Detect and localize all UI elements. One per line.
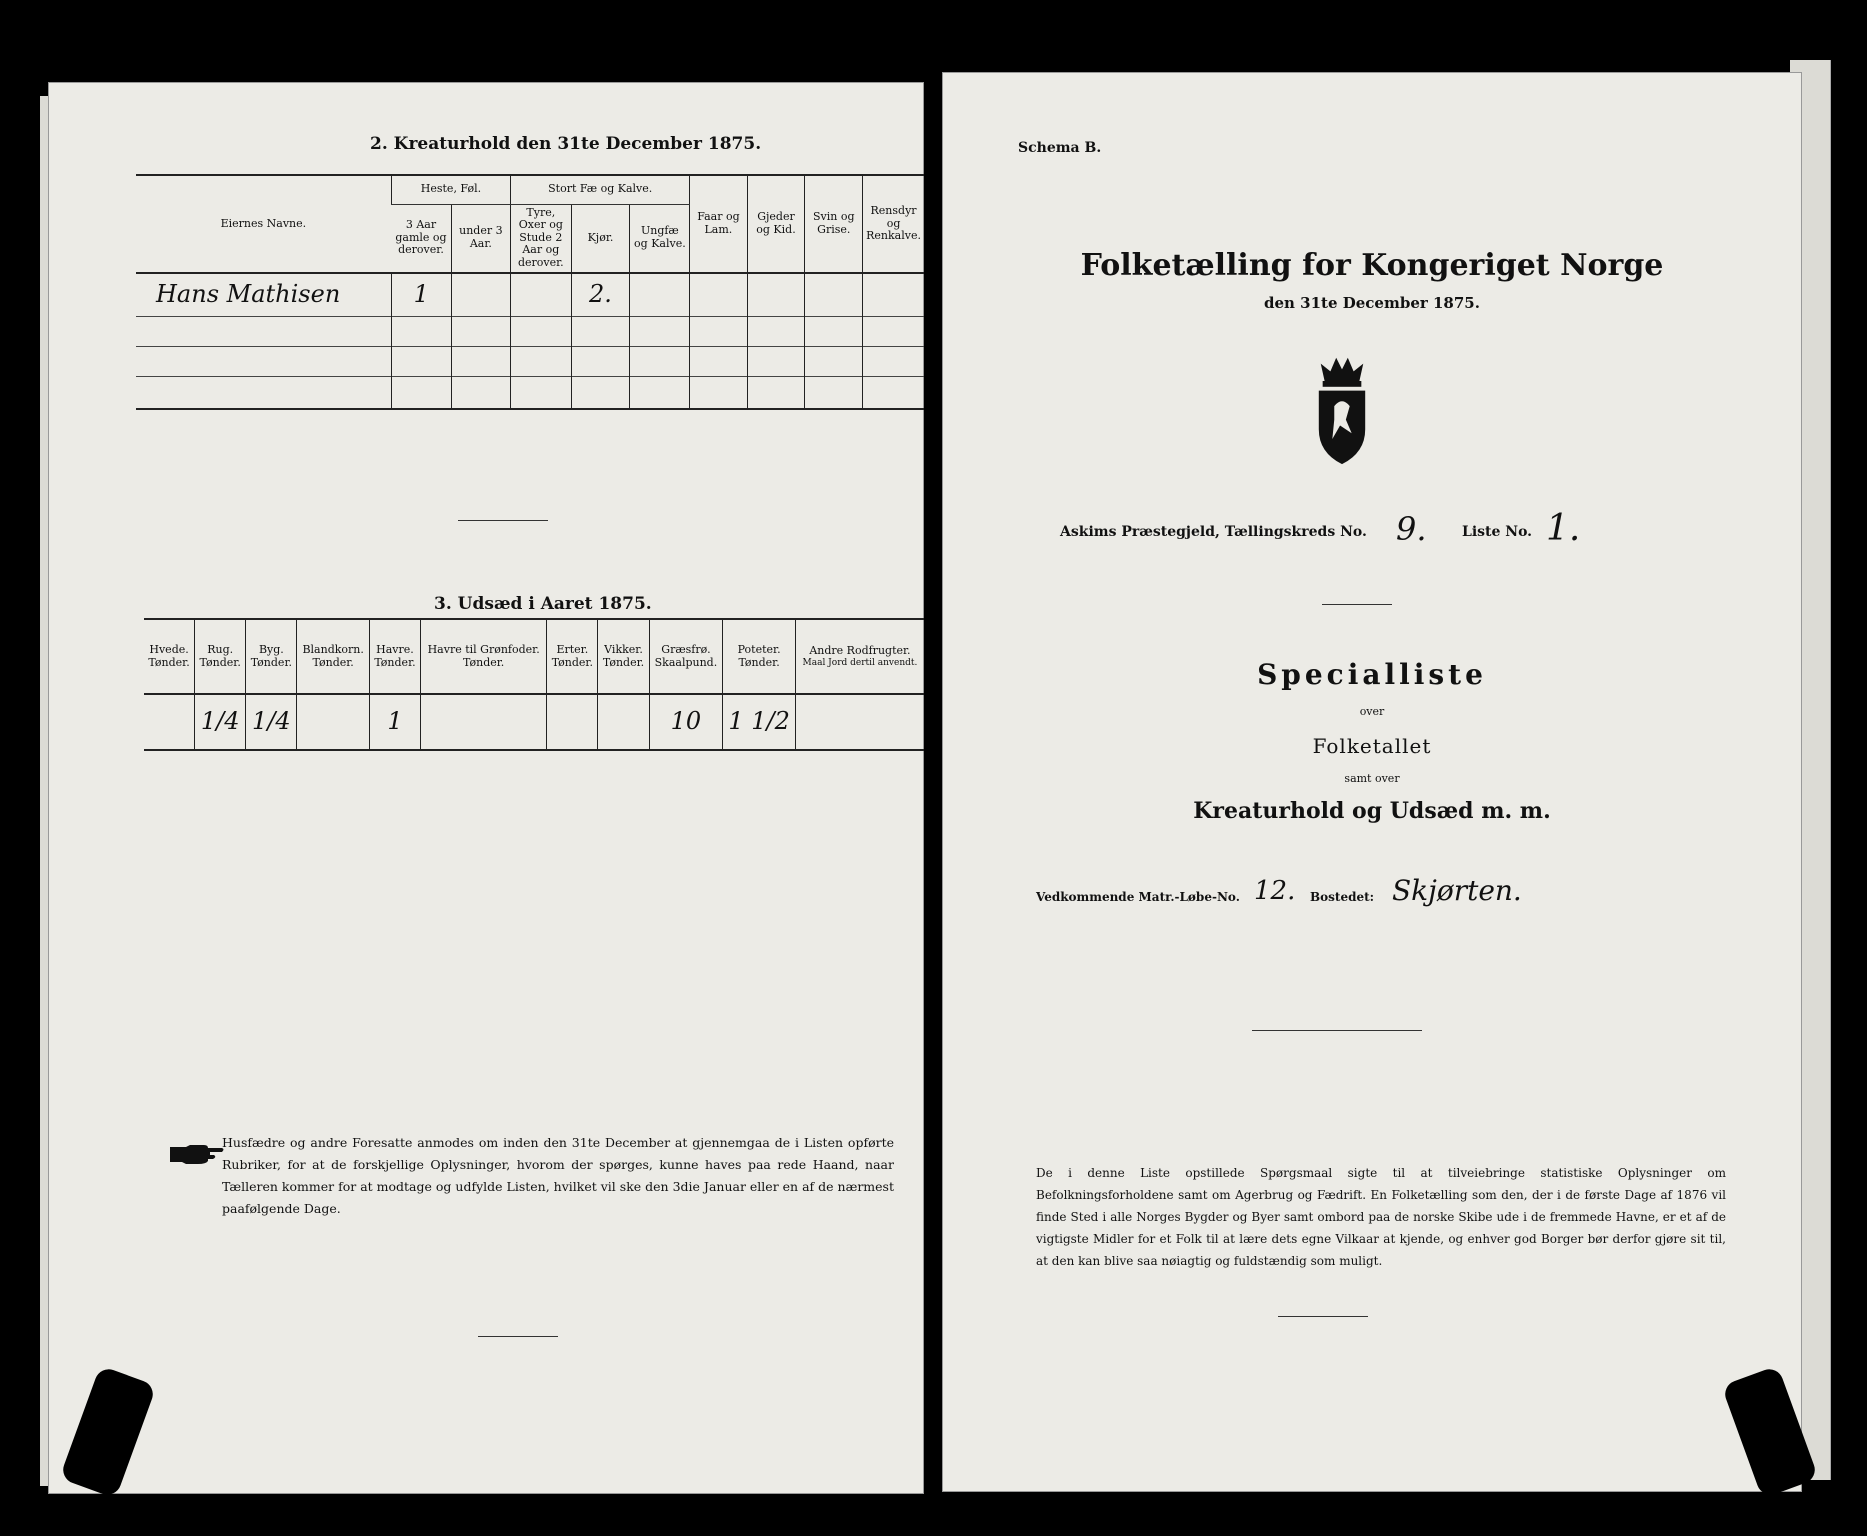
owner-name: Hans Mathisen xyxy=(156,280,341,309)
samt-over-text: samt over xyxy=(1344,772,1400,785)
horses-old-header: 3 Aar gamle og derover. xyxy=(395,218,447,257)
seed-value-erter xyxy=(547,694,598,750)
cell-cattle-young xyxy=(630,273,690,317)
section3-title: 3. Udsæd i Aaret 1875. xyxy=(434,594,652,614)
seed-value-hvede xyxy=(144,694,195,750)
seed-value-poteter: 1 1/2 xyxy=(723,694,796,750)
bosted-value: Skjørten. xyxy=(1392,874,1522,907)
kreaturhold-title: Kreaturhold og Udsæd m. m. xyxy=(1193,798,1551,824)
divider xyxy=(478,1336,558,1337)
seed-table xyxy=(144,620,924,751)
horses-header: Heste, Føl. xyxy=(391,176,510,204)
horses-young-header: under 3 Aar. xyxy=(451,204,510,273)
special-title: Specialliste xyxy=(1257,658,1487,691)
seed-value-andre xyxy=(795,694,924,750)
pigs-header: Svin og Grise. xyxy=(805,176,863,273)
divider xyxy=(1252,1030,1422,1031)
seed-value-graesfro: 10 xyxy=(649,694,723,750)
norwegian-coat-of-arms-icon xyxy=(1313,352,1371,468)
cattle-young-header: Ungfæ og Kalve. xyxy=(630,204,690,273)
seed-header-havre-gronfoder: Havre til Grønfoder. Tønder. xyxy=(421,620,547,694)
seed-header-andre: Andre Rodfrugter. Maal Jord dertil anvendt. xyxy=(795,620,924,694)
seed-header-rug: Rug. Tønder. xyxy=(195,620,246,694)
main-title: Folketælling for Kongeriget Norge xyxy=(1080,248,1664,283)
seed-value-vikker xyxy=(598,694,649,750)
divider xyxy=(458,520,548,521)
schema-label: Schema B. xyxy=(1018,140,1102,156)
table-row xyxy=(136,377,924,409)
cell-reindeer xyxy=(863,273,924,317)
seed-value-blandkorn xyxy=(297,694,369,750)
cattle-header: Stort Fæ og Kalve. xyxy=(511,176,690,204)
matr-number: 12. xyxy=(1254,876,1296,906)
goats-header: Gjeder og Kid. xyxy=(747,176,805,273)
cell-cattle-bulls xyxy=(511,273,571,317)
divider xyxy=(1278,1316,1368,1317)
cell-pigs xyxy=(805,273,863,317)
seed-header-hvede: Hvede. Tønder. xyxy=(148,642,190,669)
instruction-note: Husfædre og andre Foresatte anmodes om inden den 31te December at gjennemgaa de i Listen opførte Rubriker, for at de forskjellige Oplysninger, hvorom der spørges, kunne haves paa rede Haand, naar Tælleren kommer for at modtage og udfylde Listen, hvilket vil ske den 3die Januar eller en af de nærmest paafølgende Dage. xyxy=(222,1135,894,1216)
district-number: 9. xyxy=(1396,510,1427,548)
over-text: over xyxy=(1359,705,1385,718)
cell-sheep xyxy=(690,273,747,317)
table-row xyxy=(144,694,924,750)
list-number: 1. xyxy=(1546,508,1581,549)
seed-header-byg: Byg. Tønder. xyxy=(246,620,297,694)
reindeer-header: Rensdyr og Renkalve. xyxy=(863,176,924,273)
folketallet-text: Folketallet xyxy=(1312,734,1432,758)
seed-header-graesfro: Græsfrø. Skaalpund. xyxy=(649,620,723,694)
seed-header-erter: Erter. Tønder. xyxy=(547,620,598,694)
cell-cattle-cows: 2. xyxy=(571,273,630,317)
seed-header-row xyxy=(144,620,924,694)
livestock-table xyxy=(136,176,924,410)
owner-header: Eiernes Navne. xyxy=(220,216,307,230)
cell-horses-old: 1 xyxy=(391,273,451,317)
left-page xyxy=(48,82,924,1494)
seed-value-rug: 1/4 xyxy=(195,694,246,750)
bosted-label: Bostedet: xyxy=(1310,890,1375,904)
seed-header-vikker: Vikker. Tønder. xyxy=(598,620,649,694)
divider xyxy=(1322,604,1392,605)
seed-value-havre: 1 xyxy=(369,694,420,750)
table-row xyxy=(136,347,924,377)
cattle-cows-header: Kjør. xyxy=(571,204,630,273)
matr-label: Vedkommende Matr.-Løbe-No. xyxy=(1036,890,1240,904)
seed-header-havre: Havre. Tønder. xyxy=(369,620,420,694)
seed-value-havre-gronfoder xyxy=(421,694,547,750)
section2-title: 2. Kreaturhold den 31te December 1875. xyxy=(370,134,762,154)
table-row xyxy=(136,317,924,347)
cell-goats xyxy=(747,273,805,317)
seed-value-byg: 1/4 xyxy=(246,694,297,750)
seed-header-poteter: Poteter. Tønder. xyxy=(723,620,796,694)
pointing-hand-icon xyxy=(168,1143,226,1165)
right-page xyxy=(942,72,1802,1492)
cattle-bulls-header: Tyre, Oxer og Stude 2 Aar og derover. xyxy=(511,204,571,273)
footer-note: De i denne Liste opstillede Spørgsmaal sigte til at tilveiebringe statistiske Oplysninger om Befolkningsforholdene samt om Agerbrug og Fædrift. En Folketælling som den, der i de første Dage af 1876 vil finde Sted i alle Norges Bygder og Byer samt ombord paa de norske Skibe ude i de fremmede Havne, er et af de vigtigste Midler for et Folk til at lære dets egne Vilkaar at kjende, og enhver god Borger bør derfor gjøre sit til, at den kan blive saa nøiagtig og fuldstændig som muligt. xyxy=(1036,1166,1726,1268)
sheep-header: Faar og Lam. xyxy=(690,176,747,273)
parish-label: Askims Præstegjeld, Tællingskreds No. xyxy=(1060,524,1367,540)
table-row xyxy=(136,273,924,317)
census-date: den 31te December 1875. xyxy=(1264,294,1480,312)
list-label: Liste No. xyxy=(1462,524,1533,540)
seed-header-blandkorn: Blandkorn. Tønder. xyxy=(297,620,369,694)
cell-horses-young xyxy=(451,273,510,317)
